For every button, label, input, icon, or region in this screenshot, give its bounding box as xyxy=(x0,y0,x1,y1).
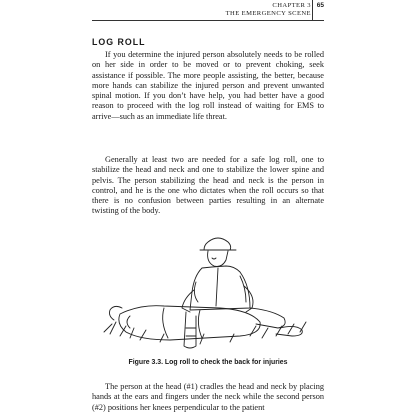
page-number: 65 xyxy=(316,2,324,9)
running-head-divider xyxy=(312,0,313,20)
running-head-rule xyxy=(92,20,324,21)
body-paragraph-2: Generally at least two are needed for a safe log roll, one to stabilize the head and neck and one to stabilize the lower spine and pelvis. The person stabilizing the head and neck is the person in control, and he is the one who dictates when the roll occurs so that there is no confusion between parties resulting in an alternate twisting of the body. xyxy=(92,155,324,216)
log-roll-illustration xyxy=(100,236,314,354)
running-head xyxy=(92,2,324,18)
figure-caption: Figure 3.3. Log roll to check the back for injuries xyxy=(128,359,288,366)
grass-illustration xyxy=(104,322,306,344)
body-paragraph-3: The person at the head (#1) cradles the head and neck by placing hands at the ears and fingers under the neck while the second person (#2) positions her knees perpendicular to the patient xyxy=(92,382,324,412)
rescuer-figure xyxy=(182,238,302,336)
running-head-chapter: CHAPTER 3 xyxy=(272,2,311,9)
running-head-title: THE EMERGENCY SCENE xyxy=(225,10,311,17)
section-title: LOG ROLL xyxy=(92,37,146,47)
patient-figure xyxy=(110,306,261,348)
book-page xyxy=(92,0,324,416)
body-paragraph-1: If you determine the injured person absolutely needs to be rolled on her side in order to be moved or to prevent choking, seek assistance if possible. The more people assisting, the better, because more hands can stabilize the injured person and prevent unwanted spinal motion. If you don’t have help, you had better have a good reason to proceed with the log roll instead of waiting for EMS to arrive—such as an immediate life threat. xyxy=(92,50,324,121)
